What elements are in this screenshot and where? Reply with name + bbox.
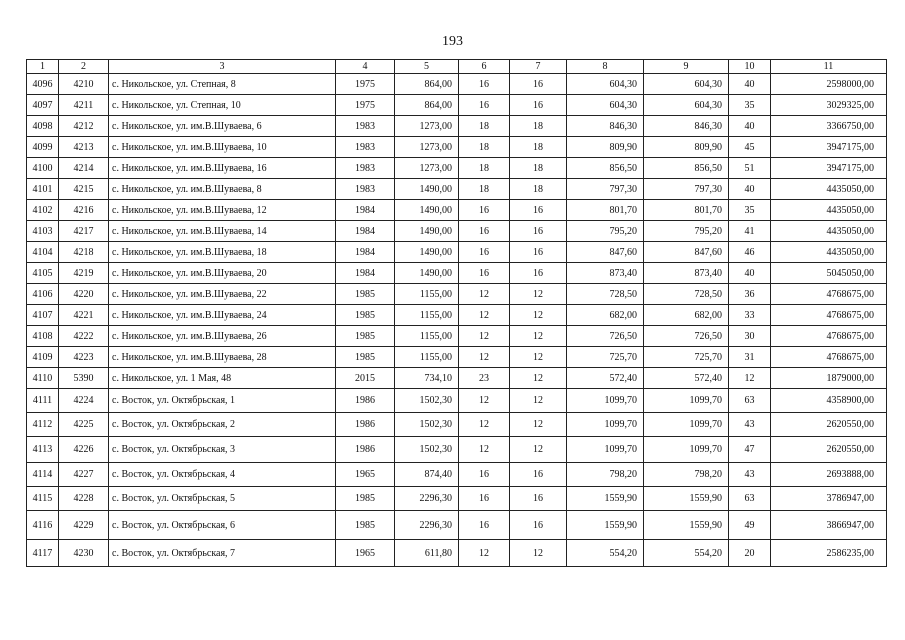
cell-year-built: 1984: [336, 200, 395, 221]
cell-address: с. Восток, ул. Октябрьская, 3: [109, 437, 336, 463]
cell-residents: 63: [729, 487, 771, 511]
cell-year-built: 1983: [336, 116, 395, 137]
cell-apartments: 16: [459, 221, 510, 242]
cell-address: с. Никольское, ул. им.В.Шуваева, 22: [109, 284, 336, 305]
cell-residents: 49: [729, 511, 771, 540]
cell-residential-area: 797,30: [644, 179, 729, 200]
cell-living-area: 1559,90: [567, 487, 644, 511]
cell-row-number: 4117: [27, 540, 59, 567]
cell-apartments-count: 12: [510, 284, 567, 305]
cell-total-area: 874,40: [395, 463, 459, 487]
cell-year-built: 1985: [336, 305, 395, 326]
table-row: [27, 413, 887, 437]
table-row: [27, 137, 887, 158]
cell-total-area: 1490,00: [395, 221, 459, 242]
table-row: [27, 326, 887, 347]
cell-apartments: 16: [459, 511, 510, 540]
cell-residents: 41: [729, 221, 771, 242]
cell-year-built: 1965: [336, 540, 395, 567]
cell-living-area: 1559,90: [567, 511, 644, 540]
table-row: [27, 487, 887, 511]
cell-total-area: 1490,00: [395, 200, 459, 221]
cell-living-area: 801,70: [567, 200, 644, 221]
cell-object-id: 5390: [59, 368, 109, 389]
cell-row-number: 4101: [27, 179, 59, 200]
table-row: [27, 347, 887, 368]
cell-residents: 12: [729, 368, 771, 389]
cell-year-built: 1985: [336, 284, 395, 305]
cell-apartments: 16: [459, 242, 510, 263]
cell-living-area: 1099,70: [567, 389, 644, 413]
cell-total-area: 734,10: [395, 368, 459, 389]
cell-living-area: 682,00: [567, 305, 644, 326]
cell-apartments-count: 12: [510, 368, 567, 389]
cell-row-number: 4113: [27, 437, 59, 463]
cell-row-number: 4097: [27, 95, 59, 116]
cell-apartments-count: 18: [510, 158, 567, 179]
cell-residential-area: 873,40: [644, 263, 729, 284]
cell-amount: 1879000,00: [771, 368, 887, 389]
cell-residential-area: 726,50: [644, 326, 729, 347]
cell-residents: 47: [729, 437, 771, 463]
cell-total-area: 2296,30: [395, 511, 459, 540]
cell-address: с. Никольское, ул. им.В.Шуваева, 12: [109, 200, 336, 221]
cell-living-area: 847,60: [567, 242, 644, 263]
cell-year-built: 1985: [336, 347, 395, 368]
cell-residents: 45: [729, 137, 771, 158]
cell-residents: 35: [729, 95, 771, 116]
table-row: [27, 200, 887, 221]
cell-address: с. Никольское, ул. им.В.Шуваева, 10: [109, 137, 336, 158]
cell-living-area: 798,20: [567, 463, 644, 487]
cell-amount: 4768675,00: [771, 305, 887, 326]
cell-residents: 40: [729, 179, 771, 200]
cell-address: с. Восток, ул. Октябрьская, 6: [109, 511, 336, 540]
cell-row-number: 4111: [27, 389, 59, 413]
cell-row-number: 4112: [27, 413, 59, 437]
cell-total-area: 1490,00: [395, 179, 459, 200]
cell-total-area: 1502,30: [395, 389, 459, 413]
cell-total-area: 1155,00: [395, 347, 459, 368]
table-row: [27, 116, 887, 137]
table-row: [27, 95, 887, 116]
cell-total-area: 1273,00: [395, 137, 459, 158]
cell-residential-area: 798,20: [644, 463, 729, 487]
cell-residential-area: 725,70: [644, 347, 729, 368]
table-row: [27, 511, 887, 540]
cell-object-id: 4222: [59, 326, 109, 347]
cell-object-id: 4224: [59, 389, 109, 413]
cell-apartments: 12: [459, 437, 510, 463]
cell-row-number: 4098: [27, 116, 59, 137]
cell-row-number: 4109: [27, 347, 59, 368]
cell-row-number: 4108: [27, 326, 59, 347]
cell-apartments-count: 12: [510, 389, 567, 413]
cell-year-built: 2015: [336, 368, 395, 389]
cell-amount: 3786947,00: [771, 487, 887, 511]
cell-apartments: 16: [459, 74, 510, 95]
cell-row-number: 4104: [27, 242, 59, 263]
cell-row-number: 4096: [27, 74, 59, 95]
cell-residential-area: 795,20: [644, 221, 729, 242]
cell-apartments-count: 16: [510, 242, 567, 263]
cell-apartments-count: 12: [510, 540, 567, 567]
cell-address: с. Никольское, ул. Степная, 8: [109, 74, 336, 95]
cell-residential-area: 1099,70: [644, 413, 729, 437]
cell-residents: 30: [729, 326, 771, 347]
cell-object-id: 4216: [59, 200, 109, 221]
cell-address: с. Никольское, ул. им.В.Шуваева, 20: [109, 263, 336, 284]
cell-row-number: 4110: [27, 368, 59, 389]
cell-amount: 2586235,00: [771, 540, 887, 567]
cell-year-built: 1984: [336, 242, 395, 263]
cell-residents: 51: [729, 158, 771, 179]
table-row: [27, 437, 887, 463]
cell-object-id: 4225: [59, 413, 109, 437]
table-row: [27, 305, 887, 326]
column-header-9: 9: [644, 60, 729, 74]
cell-year-built: 1965: [336, 463, 395, 487]
page-number: 193: [442, 34, 463, 49]
cell-row-number: 4102: [27, 200, 59, 221]
cell-object-id: 4220: [59, 284, 109, 305]
cell-amount: 3866947,00: [771, 511, 887, 540]
cell-residents: 43: [729, 413, 771, 437]
column-header-5: 5: [395, 60, 459, 74]
cell-year-built: 1985: [336, 326, 395, 347]
cell-apartments-count: 16: [510, 221, 567, 242]
cell-residents: 40: [729, 263, 771, 284]
column-header-2: 2: [59, 60, 109, 74]
cell-row-number: 4103: [27, 221, 59, 242]
cell-residential-area: 847,60: [644, 242, 729, 263]
cell-object-id: 4219: [59, 263, 109, 284]
cell-address: с. Восток, ул. Октябрьская, 1: [109, 389, 336, 413]
cell-address: с. Восток, ул. Октябрьская, 7: [109, 540, 336, 567]
cell-object-id: 4227: [59, 463, 109, 487]
cell-year-built: 1984: [336, 221, 395, 242]
cell-year-built: 1985: [336, 487, 395, 511]
cell-object-id: 4221: [59, 305, 109, 326]
cell-address: с. Никольское, ул. им.В.Шуваева, 18: [109, 242, 336, 263]
cell-year-built: 1975: [336, 95, 395, 116]
column-header-4: 4: [336, 60, 395, 74]
cell-total-area: 1155,00: [395, 284, 459, 305]
cell-object-id: 4211: [59, 95, 109, 116]
cell-total-area: 1155,00: [395, 305, 459, 326]
cell-apartments: 12: [459, 305, 510, 326]
cell-apartments-count: 18: [510, 116, 567, 137]
cell-object-id: 4214: [59, 158, 109, 179]
cell-address: с. Никольское, ул. им.В.Шуваева, 16: [109, 158, 336, 179]
cell-living-area: 554,20: [567, 540, 644, 567]
cell-living-area: 846,30: [567, 116, 644, 137]
cell-residents: 20: [729, 540, 771, 567]
column-header-8: 8: [567, 60, 644, 74]
cell-apartments-count: 12: [510, 413, 567, 437]
cell-apartments-count: 18: [510, 137, 567, 158]
cell-residents: 33: [729, 305, 771, 326]
cell-living-area: 856,50: [567, 158, 644, 179]
cell-total-area: 864,00: [395, 95, 459, 116]
cell-address: с. Восток, ул. Октябрьская, 4: [109, 463, 336, 487]
cell-residential-area: 1099,70: [644, 437, 729, 463]
cell-total-area: 611,80: [395, 540, 459, 567]
cell-apartments-count: 12: [510, 437, 567, 463]
cell-apartments-count: 16: [510, 511, 567, 540]
cell-living-area: 604,30: [567, 74, 644, 95]
cell-apartments: 16: [459, 95, 510, 116]
cell-object-id: 4226: [59, 437, 109, 463]
cell-apartments: 12: [459, 389, 510, 413]
housing-registry-table: [26, 59, 887, 567]
table-row: [27, 179, 887, 200]
cell-total-area: 1502,30: [395, 437, 459, 463]
cell-amount: 5045050,00: [771, 263, 887, 284]
table-row: [27, 158, 887, 179]
cell-address: с. Никольское, ул. им.В.Шуваева, 26: [109, 326, 336, 347]
cell-apartments: 18: [459, 179, 510, 200]
cell-apartments: 12: [459, 326, 510, 347]
cell-living-area: 873,40: [567, 263, 644, 284]
cell-living-area: 725,70: [567, 347, 644, 368]
cell-total-area: 1490,00: [395, 263, 459, 284]
cell-amount: 4435050,00: [771, 221, 887, 242]
table-row: [27, 463, 887, 487]
cell-total-area: 2296,30: [395, 487, 459, 511]
cell-address: с. Никольское, ул. им.В.Шуваева, 24: [109, 305, 336, 326]
cell-address: с. Никольское, ул. им.В.Шуваева, 6: [109, 116, 336, 137]
cell-residential-area: 856,50: [644, 158, 729, 179]
cell-year-built: 1983: [336, 137, 395, 158]
cell-residents: 43: [729, 463, 771, 487]
table-row: [27, 74, 887, 95]
cell-row-number: 4115: [27, 487, 59, 511]
cell-residential-area: 604,30: [644, 74, 729, 95]
cell-row-number: 4114: [27, 463, 59, 487]
cell-amount: 2620550,00: [771, 413, 887, 437]
cell-apartments-count: 12: [510, 305, 567, 326]
cell-object-id: 4229: [59, 511, 109, 540]
cell-residents: 46: [729, 242, 771, 263]
table-row: [27, 242, 887, 263]
column-header-1: 1: [27, 60, 59, 74]
cell-apartments: 18: [459, 158, 510, 179]
cell-year-built: 1986: [336, 413, 395, 437]
cell-object-id: 4210: [59, 74, 109, 95]
cell-amount: 2620550,00: [771, 437, 887, 463]
cell-row-number: 4100: [27, 158, 59, 179]
cell-living-area: 797,30: [567, 179, 644, 200]
cell-object-id: 4215: [59, 179, 109, 200]
cell-total-area: 1155,00: [395, 326, 459, 347]
cell-apartments: 12: [459, 540, 510, 567]
cell-apartments-count: 12: [510, 347, 567, 368]
cell-row-number: 4099: [27, 137, 59, 158]
cell-residential-area: 604,30: [644, 95, 729, 116]
table-row: [27, 263, 887, 284]
cell-total-area: 1273,00: [395, 116, 459, 137]
column-header-3: 3: [109, 60, 336, 74]
column-header-10: 10: [729, 60, 771, 74]
cell-apartments-count: 18: [510, 179, 567, 200]
cell-year-built: 1975: [336, 74, 395, 95]
cell-residential-area: 554,20: [644, 540, 729, 567]
cell-residential-area: 801,70: [644, 200, 729, 221]
cell-amount: 3029325,00: [771, 95, 887, 116]
table-row: [27, 540, 887, 567]
cell-residential-area: 1559,90: [644, 511, 729, 540]
cell-living-area: 1099,70: [567, 413, 644, 437]
cell-living-area: 809,90: [567, 137, 644, 158]
cell-residential-area: 728,50: [644, 284, 729, 305]
cell-row-number: 4107: [27, 305, 59, 326]
cell-residents: 63: [729, 389, 771, 413]
cell-amount: 4358900,00: [771, 389, 887, 413]
cell-year-built: 1985: [336, 511, 395, 540]
cell-address: с. Никольское, ул. им.В.Шуваева, 28: [109, 347, 336, 368]
cell-living-area: 572,40: [567, 368, 644, 389]
cell-amount: 4768675,00: [771, 347, 887, 368]
cell-residential-area: 1559,90: [644, 487, 729, 511]
cell-object-id: 4213: [59, 137, 109, 158]
cell-total-area: 1490,00: [395, 242, 459, 263]
cell-apartments-count: 16: [510, 95, 567, 116]
table-row: [27, 389, 887, 413]
cell-amount: 4435050,00: [771, 200, 887, 221]
cell-address: с. Никольское, ул. Степная, 10: [109, 95, 336, 116]
column-header-7: 7: [510, 60, 567, 74]
cell-amount: 4435050,00: [771, 179, 887, 200]
cell-apartments: 18: [459, 116, 510, 137]
cell-residents: 35: [729, 200, 771, 221]
cell-amount: 3947175,00: [771, 137, 887, 158]
cell-apartments: 12: [459, 284, 510, 305]
cell-object-id: 4218: [59, 242, 109, 263]
cell-object-id: 4230: [59, 540, 109, 567]
table-row: [27, 284, 887, 305]
cell-year-built: 1984: [336, 263, 395, 284]
cell-residential-area: 682,00: [644, 305, 729, 326]
cell-address: с. Никольское, ул. им.В.Шуваева, 14: [109, 221, 336, 242]
cell-object-id: 4228: [59, 487, 109, 511]
cell-object-id: 4212: [59, 116, 109, 137]
table-row: [27, 368, 887, 389]
cell-address: с. Восток, ул. Октябрьская, 2: [109, 413, 336, 437]
header-row: [27, 60, 887, 74]
cell-amount: 3366750,00: [771, 116, 887, 137]
table-row: [27, 221, 887, 242]
cell-living-area: 726,50: [567, 326, 644, 347]
cell-apartments-count: 16: [510, 487, 567, 511]
cell-year-built: 1986: [336, 437, 395, 463]
cell-residential-area: 809,90: [644, 137, 729, 158]
cell-apartments: 23: [459, 368, 510, 389]
cell-total-area: 864,00: [395, 74, 459, 95]
cell-apartments: 16: [459, 463, 510, 487]
cell-apartments-count: 16: [510, 74, 567, 95]
cell-address: с. Никольское, ул. 1 Мая, 48: [109, 368, 336, 389]
cell-residential-area: 846,30: [644, 116, 729, 137]
cell-living-area: 795,20: [567, 221, 644, 242]
cell-amount: 2598000,00: [771, 74, 887, 95]
cell-living-area: 604,30: [567, 95, 644, 116]
column-header-6: 6: [459, 60, 510, 74]
cell-residents: 40: [729, 116, 771, 137]
cell-object-id: 4217: [59, 221, 109, 242]
cell-row-number: 4116: [27, 511, 59, 540]
cell-residents: 36: [729, 284, 771, 305]
cell-year-built: 1983: [336, 158, 395, 179]
cell-year-built: 1986: [336, 389, 395, 413]
cell-apartments: 12: [459, 347, 510, 368]
cell-apartments: 12: [459, 413, 510, 437]
cell-address: с. Никольское, ул. им.В.Шуваева, 8: [109, 179, 336, 200]
cell-residents: 40: [729, 74, 771, 95]
cell-address: с. Восток, ул. Октябрьская, 5: [109, 487, 336, 511]
cell-residents: 31: [729, 347, 771, 368]
cell-residential-area: 572,40: [644, 368, 729, 389]
cell-apartments: 16: [459, 200, 510, 221]
cell-amount: 2693888,00: [771, 463, 887, 487]
cell-amount: 4435050,00: [771, 242, 887, 263]
cell-amount: 4768675,00: [771, 326, 887, 347]
cell-amount: 3947175,00: [771, 158, 887, 179]
cell-apartments-count: 16: [510, 463, 567, 487]
cell-total-area: 1273,00: [395, 158, 459, 179]
cell-living-area: 1099,70: [567, 437, 644, 463]
cell-year-built: 1983: [336, 179, 395, 200]
cell-apartments: 16: [459, 487, 510, 511]
cell-apartments-count: 16: [510, 200, 567, 221]
cell-total-area: 1502,30: [395, 413, 459, 437]
column-header-11: 11: [771, 60, 887, 74]
cell-apartments-count: 12: [510, 326, 567, 347]
cell-apartments: 18: [459, 137, 510, 158]
cell-row-number: 4106: [27, 284, 59, 305]
cell-apartments-count: 16: [510, 263, 567, 284]
cell-object-id: 4223: [59, 347, 109, 368]
cell-amount: 4768675,00: [771, 284, 887, 305]
cell-row-number: 4105: [27, 263, 59, 284]
table-body: [27, 74, 887, 567]
cell-apartments: 16: [459, 263, 510, 284]
cell-living-area: 728,50: [567, 284, 644, 305]
cell-residential-area: 1099,70: [644, 389, 729, 413]
